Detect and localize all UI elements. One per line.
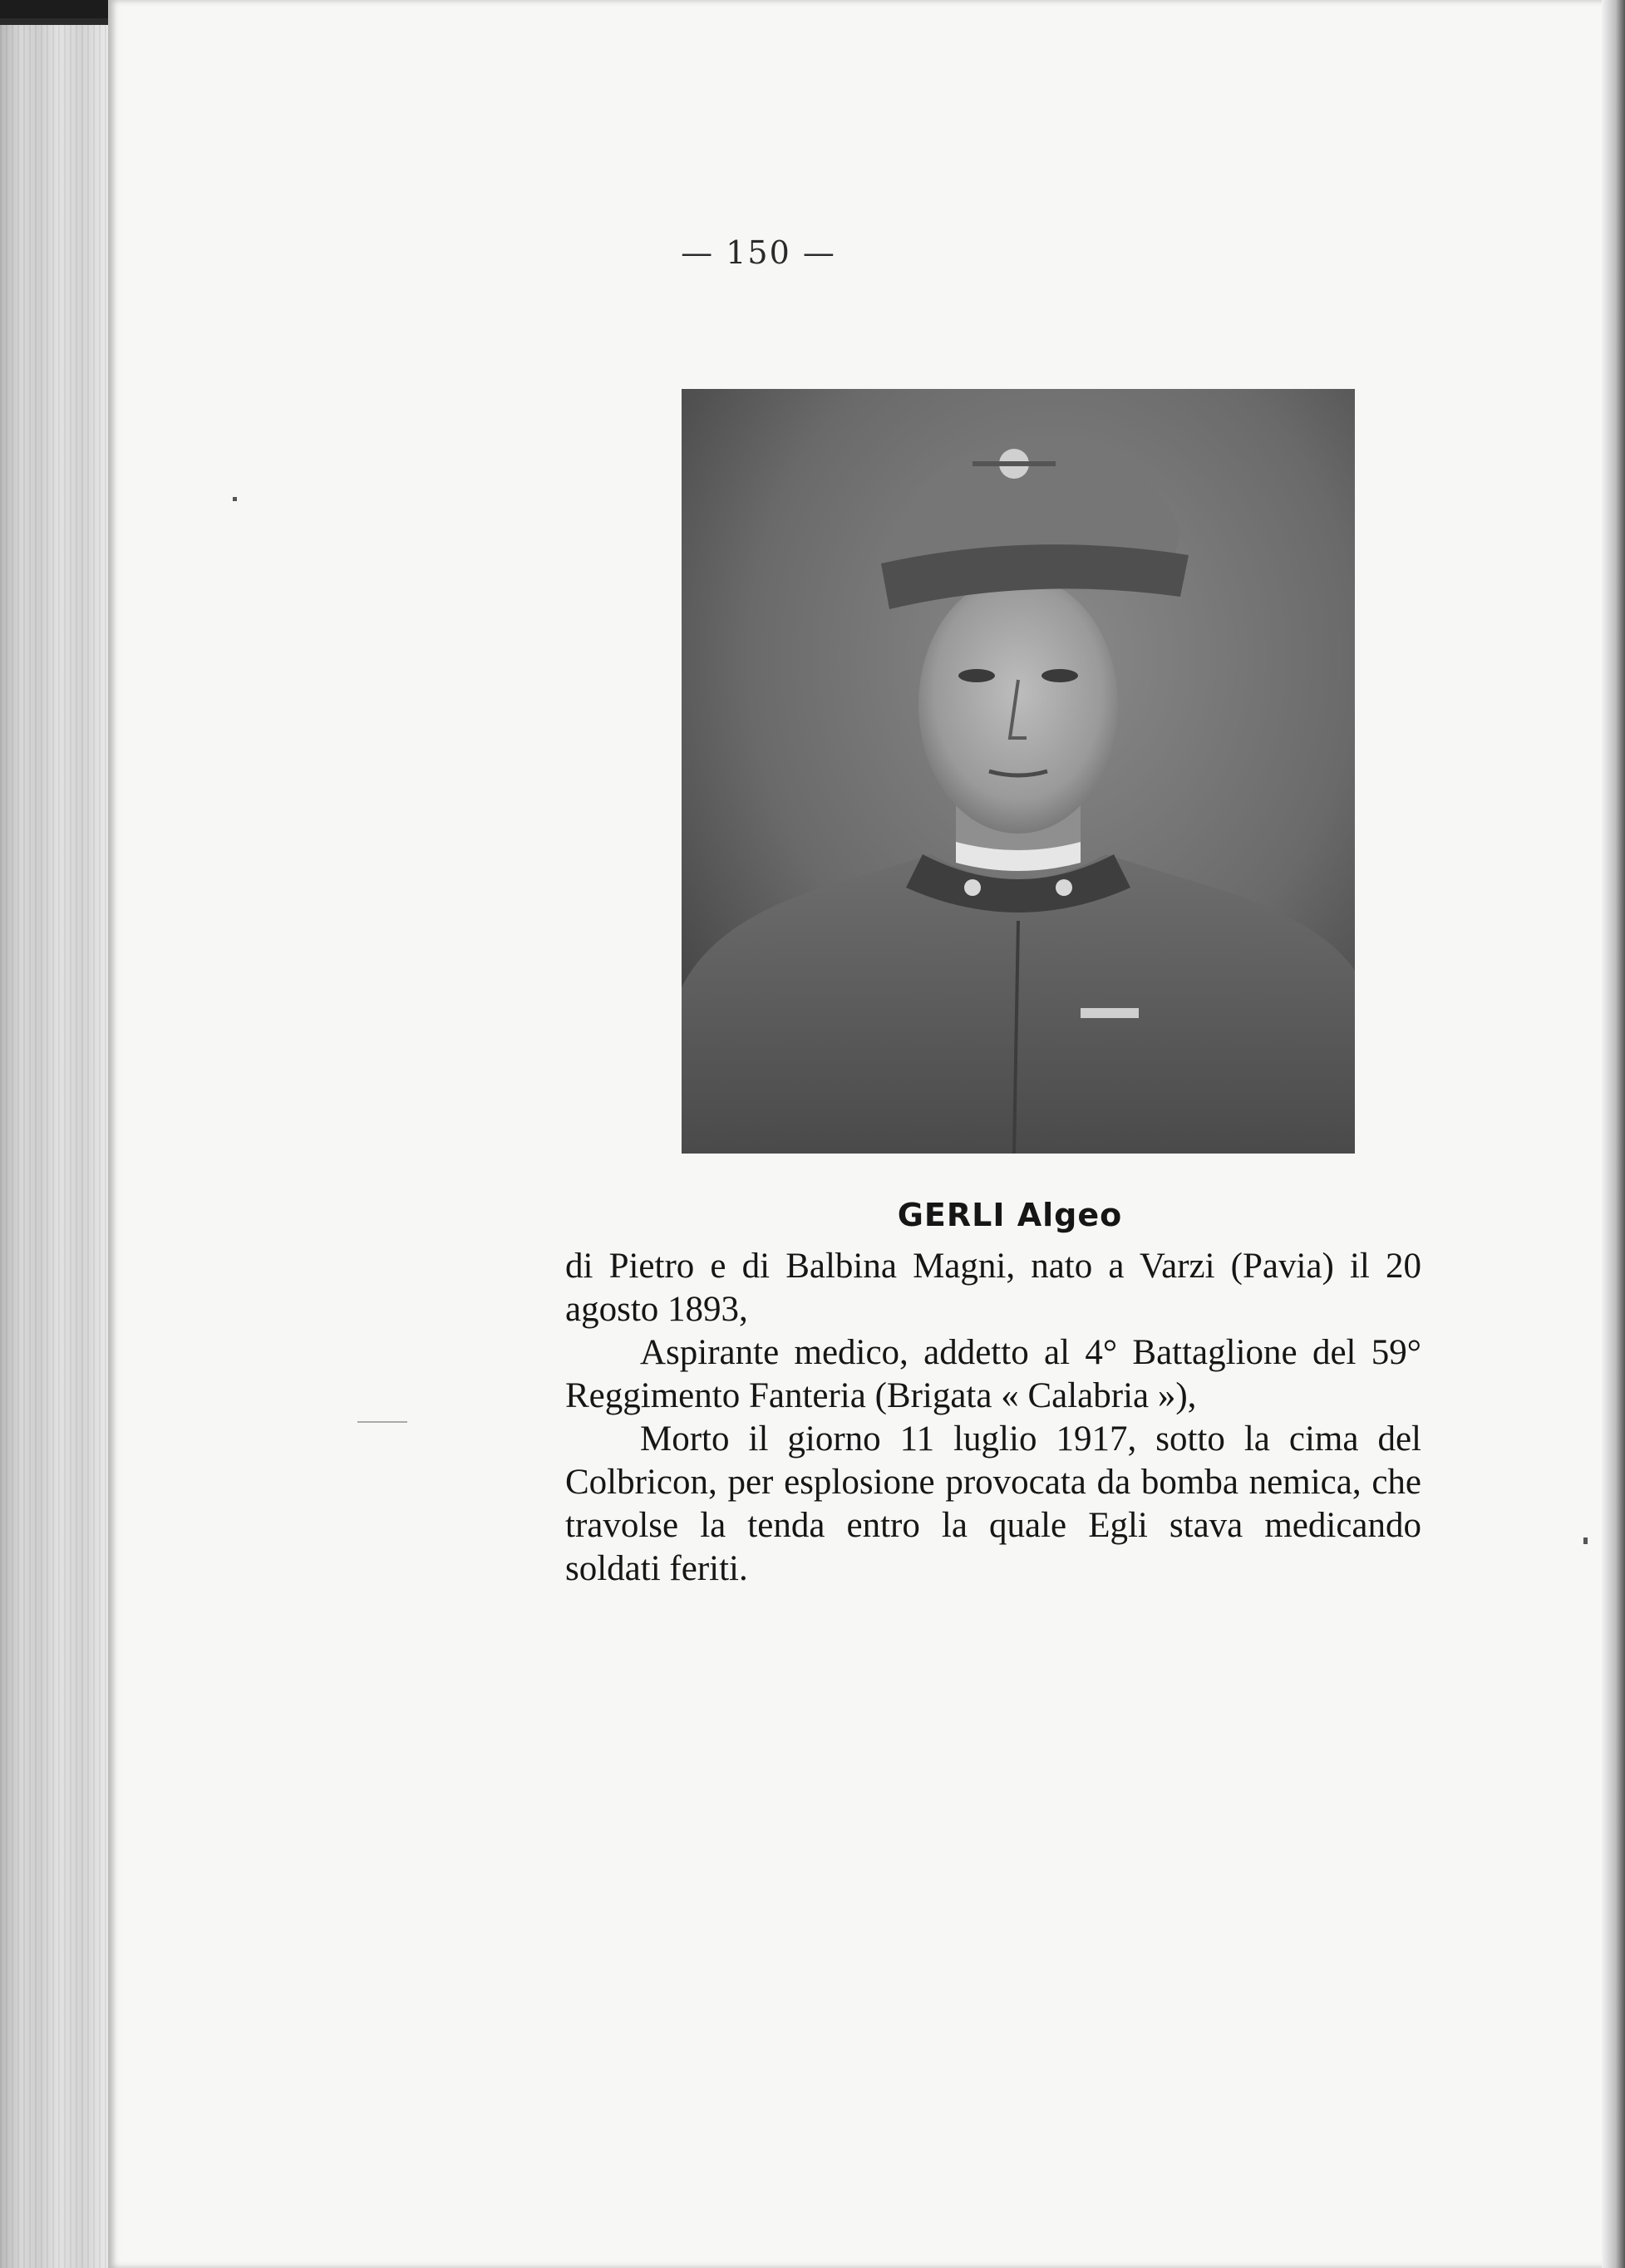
scan-border-right <box>1602 0 1625 2268</box>
portrait-photo-icon <box>682 389 1355 1154</box>
entry-paragraph-death: Morto il giorno 11 luglio 1917, sotto la cima del Colbricon, per esplosione provocata da bomba nemica, che travolse la tenda entro la quale Egli stava medicando soldati feriti. <box>565 1419 1421 1588</box>
page-edges-stack <box>0 25 108 2268</box>
scan-speck <box>1583 1537 1588 1544</box>
entry-paragraph-rank: Aspirante medico, addetto al 4° Battaglione del 59° Reggimento Fanteria (Brigata « Calabria »), <box>565 1333 1421 1415</box>
entry-paragraph-birth: di Pietro e di Balbina Magni, nato a Varzi (Pavia) il 20 agosto 1893, <box>565 1247 1421 1329</box>
book-page <box>108 0 1625 2268</box>
scan-speck <box>233 497 237 501</box>
biography-entry <box>565 1197 1421 1591</box>
scan-line-mark <box>357 1421 407 1423</box>
portrait-photo <box>682 389 1355 1154</box>
entry-name: GERLI Algeo <box>897 1197 1123 1233</box>
page-number: — 150 — <box>681 234 836 271</box>
